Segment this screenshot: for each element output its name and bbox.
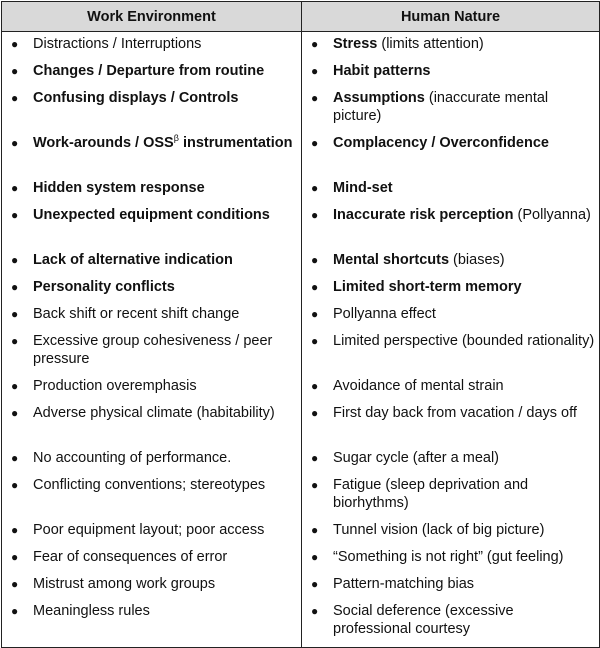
bullet-icon: ●: [311, 37, 319, 51]
bullet-icon: ●: [11, 550, 19, 564]
human-nature-item: [302, 206, 599, 242]
item-text: Work-arounds / OSS: [33, 135, 174, 151]
item-text: Changes / Departure from routine: [33, 63, 265, 79]
human-nature-item: [302, 521, 599, 539]
item-text: Assumptions: [333, 90, 425, 106]
item-text: First day back from vacation / days off: [333, 405, 577, 421]
bullet-icon: ●: [11, 181, 19, 195]
item-text: Inaccurate risk perception: [333, 207, 514, 223]
bullet-icon: ●: [11, 136, 19, 150]
human-nature-item: [302, 449, 599, 467]
human-nature-item: [302, 278, 599, 296]
human-nature-item: [302, 134, 599, 170]
item-text: Excessive group cohesiveness / peer pressure: [33, 333, 273, 367]
bullet-icon: ●: [11, 334, 19, 348]
bullet-icon: ●: [11, 379, 19, 393]
bullet-icon: ●: [311, 253, 319, 267]
item-text: Limited short-term memory: [333, 279, 522, 295]
item-text: Personality conflicts: [33, 279, 175, 295]
item-text: Lack of alternative indication: [33, 252, 233, 268]
bullet-icon: ●: [311, 307, 319, 321]
body-row: [2, 32, 600, 648]
bullet-icon: ●: [311, 604, 319, 618]
item-text: Tunnel vision (lack of big picture): [333, 522, 545, 538]
work-environment-item: [2, 134, 301, 170]
item-text: Unexpected equipment conditions: [33, 207, 270, 223]
work-environment-item: [2, 449, 301, 467]
work-environment-item: [2, 278, 301, 296]
human-nature-item: [302, 548, 599, 566]
item-text: Mental shortcuts: [333, 252, 450, 268]
item-text: Avoidance of mental strain: [333, 378, 504, 394]
bullet-icon: ●: [311, 406, 319, 420]
work-environment-item: [2, 548, 301, 566]
work-environment-item: [2, 332, 301, 368]
work-environment-item: [2, 521, 301, 539]
item-text: Mistrust among work groups: [33, 576, 216, 592]
header-human-nature: Human Nature: [302, 2, 600, 32]
work-environment-column: [2, 32, 302, 648]
bullet-icon: ●: [11, 478, 19, 492]
bullet-icon: ●: [11, 280, 19, 294]
item-text: Confusing displays / Controls: [33, 90, 239, 106]
item-text: Social deference (excessive professional courtesy: [333, 603, 514, 637]
work-environment-list: [2, 32, 301, 638]
work-environment-item: [2, 404, 301, 440]
bullet-icon: ●: [11, 208, 19, 222]
item-text: Distractions / Interruptions: [33, 36, 202, 52]
item-text: Meaningless rules: [33, 603, 150, 619]
human-nature-item: [302, 575, 599, 593]
item-note: (limits attention): [377, 36, 484, 52]
bullet-icon: ●: [11, 451, 19, 465]
bullet-icon: ●: [311, 208, 319, 222]
bullet-icon: ●: [11, 37, 19, 51]
item-text: Mind-set: [333, 180, 393, 196]
human-nature-item: [302, 89, 599, 125]
superscript: β: [173, 133, 179, 143]
bullet-icon: ●: [311, 451, 319, 465]
human-nature-item: [302, 332, 599, 368]
item-text: Complacency / Overconfidence: [333, 135, 549, 151]
item-note: (biases): [449, 252, 505, 268]
item-text: “Something is not right” (gut feeling): [333, 549, 564, 565]
work-environment-item: [2, 305, 301, 323]
work-environment-item: [2, 35, 301, 53]
human-nature-item: [302, 305, 599, 323]
bullet-icon: ●: [11, 604, 19, 618]
human-nature-item: [302, 251, 599, 269]
human-nature-item: [302, 476, 599, 512]
item-text: Adverse physical climate (habitability): [33, 405, 275, 421]
work-environment-item: [2, 89, 301, 125]
human-nature-item: [302, 35, 599, 53]
item-text: Pollyanna effect: [333, 306, 436, 322]
header-work-environment: Work Environment: [2, 2, 302, 32]
work-environment-item: [2, 62, 301, 80]
item-note: (Pollyanna): [513, 207, 591, 223]
bullet-icon: ●: [311, 523, 319, 537]
bullet-icon: ●: [311, 136, 319, 150]
item-text: Sugar cycle (after a meal): [333, 450, 500, 466]
bullet-icon: ●: [11, 307, 19, 321]
work-environment-item: [2, 251, 301, 269]
human-nature-item: [302, 62, 599, 80]
bullet-icon: ●: [311, 478, 319, 492]
bullet-icon: ●: [11, 577, 19, 591]
bullet-icon: ●: [311, 280, 319, 294]
bullet-icon: ●: [311, 91, 319, 105]
human-nature-column: [302, 32, 600, 648]
item-text-continued: instrumentation: [178, 135, 293, 151]
work-environment-item: [2, 575, 301, 593]
bullet-icon: ●: [311, 379, 319, 393]
bullet-icon: ●: [11, 91, 19, 105]
bullet-icon: ●: [311, 577, 319, 591]
bullet-icon: ●: [311, 181, 319, 195]
human-nature-item: [302, 377, 599, 395]
bullet-icon: ●: [311, 64, 319, 78]
item-text: Back shift or recent shift change: [33, 306, 240, 322]
item-text: Fear of consequences of error: [33, 549, 228, 565]
item-note: (inaccurate mental picture): [333, 90, 549, 124]
human-nature-item: [302, 404, 599, 440]
header-row: [2, 2, 600, 32]
work-environment-item: [2, 377, 301, 395]
item-text: Poor equipment layout; poor access: [33, 522, 265, 538]
item-text: Limited perspective (bounded rationality): [333, 333, 595, 349]
bullet-icon: ●: [311, 334, 319, 348]
bullet-icon: ●: [11, 406, 19, 420]
item-text: Stress: [333, 36, 378, 52]
bullet-icon: ●: [11, 64, 19, 78]
item-text: Production overemphasis: [33, 378, 197, 394]
bullet-icon: ●: [11, 523, 19, 537]
human-nature-item: [302, 179, 599, 197]
bullet-icon: ●: [311, 550, 319, 564]
work-environment-item: [2, 476, 301, 512]
item-text: Conflicting conventions; stereotypes: [33, 477, 266, 493]
factors-table: [1, 1, 600, 648]
work-environment-item: [2, 602, 301, 638]
bullet-icon: ●: [11, 253, 19, 267]
item-text: Pattern-matching bias: [333, 576, 475, 592]
item-text: Hidden system response: [33, 180, 205, 196]
human-nature-item: [302, 602, 599, 638]
item-text: Fatigue (sleep deprivation and biorhythms): [333, 477, 529, 511]
item-text: Habit patterns: [333, 63, 431, 79]
human-nature-list: [302, 32, 599, 638]
item-text: No accounting of performance.: [33, 450, 232, 466]
work-environment-item: [2, 206, 301, 242]
work-environment-item: [2, 179, 301, 197]
